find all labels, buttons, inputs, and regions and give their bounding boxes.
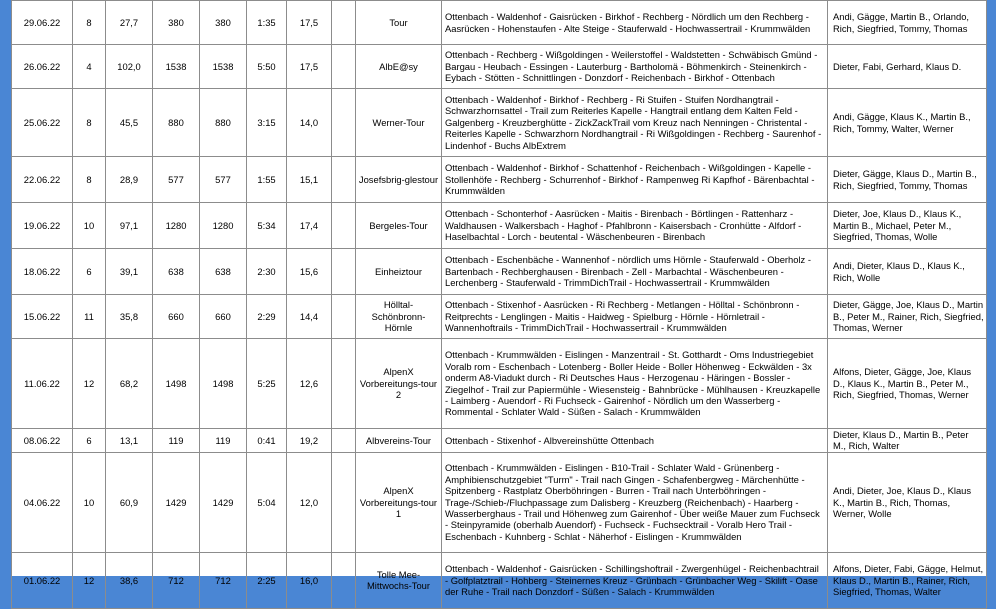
participants-names-cell: Dieter, Joe, Klaus D., Klaus K., Martin B., Michael, Peter M., Siegfried, Thomas, Wolle — [828, 203, 987, 249]
elevation-down-cell: 712 — [200, 552, 247, 608]
table-row — [12, 89, 987, 157]
elevation-down-cell: 1280 — [200, 203, 247, 249]
elevation-down-cell: 380 — [200, 1, 247, 45]
tour-name-cell: Einheiztour — [356, 249, 442, 295]
elevation-down-cell: 119 — [200, 429, 247, 453]
table-row — [12, 552, 987, 608]
date-cell: 26.06.22 — [12, 45, 73, 89]
participants-cell: 6 — [73, 249, 106, 295]
empty-cell — [332, 157, 356, 203]
tour-log-sheet — [11, 0, 986, 598]
elevation-up-cell: 380 — [153, 1, 200, 45]
table-row — [12, 295, 987, 339]
speed-cell: 17,5 — [287, 45, 332, 89]
elevation-down-cell: 577 — [200, 157, 247, 203]
participants-names-cell: Dieter, Fabi, Gerhard, Klaus D. — [828, 45, 987, 89]
empty-cell — [332, 452, 356, 552]
date-cell: 08.06.22 — [12, 429, 73, 453]
duration-cell: 5:34 — [247, 203, 287, 249]
tour-name-cell: Tour — [356, 1, 442, 45]
tour-name-cell: AlbE@sy — [356, 45, 442, 89]
elevation-up-cell: 1280 — [153, 203, 200, 249]
table-row — [12, 1, 987, 45]
table-row — [12, 249, 987, 295]
speed-cell: 17,5 — [287, 1, 332, 45]
participants-cell: 11 — [73, 295, 106, 339]
date-cell: 01.06.22 — [12, 552, 73, 608]
route-cell: Ottenbach - Krummwälden - Eislingen - Manzentrail - St. Gotthardt - Oms Industriegebiet Voralb rom - Eschenbach - Lotenberg - Boller Heide - Boller Höhenweg - Eckwälden - 3x onderm A8-Viadukt durch - Ri Deutsches Haus - Herzogenau - Häringen - Bossler - Ziegelhof - Trail zur Papiermühle - Wiesensteig - Bahnbrücke - Mühlhausen - Kreuzkapelle - Laimberg - Auendorf - Ri Fuchseck - Gairenhof - Nördlich um den Wasserberg - Rommental - Schlater Wald - Süßen - Salach - Krummwälden — [442, 339, 828, 429]
date-cell: 22.06.22 — [12, 157, 73, 203]
distance-cell: 45,5 — [106, 89, 153, 157]
date-cell: 04.06.22 — [12, 452, 73, 552]
elevation-down-cell: 660 — [200, 295, 247, 339]
elevation-up-cell: 577 — [153, 157, 200, 203]
participants-names-cell: Andi, Dieter, Klaus D., Klaus K., Rich, Wolle — [828, 249, 987, 295]
distance-cell: 28,9 — [106, 157, 153, 203]
speed-cell: 17,4 — [287, 203, 332, 249]
tour-name-cell: Werner-Tour — [356, 89, 442, 157]
participants-cell: 6 — [73, 429, 106, 453]
speed-cell: 19,2 — [287, 429, 332, 453]
speed-cell: 12,0 — [287, 452, 332, 552]
tour-name-cell: Albvereins-Tour — [356, 429, 442, 453]
speed-cell: 14,4 — [287, 295, 332, 339]
route-cell: Ottenbach - Waldenhof - Birkhof - Rechberg - Ri Stuifen - Stuifen Nordhangtrail - Schwarzhornsattel - Trail zum Reiterles Kapelle - Hangtrail entlang dem Kalten Feld - Galgenberg - Kreuzberghütte - ZickZackTrail vom Kreuz nach Nenningen - Christental - Reiterles Kapelle - Schwarzhorn Nordhangtrail - Ri Wißgoldingen - Rechberg - Saurenhof - Lindenhof - Buchs AlbExtrem — [442, 89, 828, 157]
empty-cell — [332, 295, 356, 339]
distance-cell: 39,1 — [106, 249, 153, 295]
date-cell: 19.06.22 — [12, 203, 73, 249]
distance-cell: 27,7 — [106, 1, 153, 45]
date-cell: 25.06.22 — [12, 89, 73, 157]
speed-cell: 14,0 — [287, 89, 332, 157]
distance-cell: 60,9 — [106, 452, 153, 552]
route-cell: Ottenbach - Waldenhof - Birkhof - Schattenhof - Reichenbach - Wißgoldingen - Kapelle - Stollenhöfe - Rechberg - Schurrenhof - Birkhof - Rampenweg Ri Kapfhof - Bärenbachtal - Krummwälden — [442, 157, 828, 203]
duration-cell: 0:41 — [247, 429, 287, 453]
date-cell: 18.06.22 — [12, 249, 73, 295]
participants-cell: 12 — [73, 339, 106, 429]
participants-names-cell: Andi, Gägge, Martin B., Orlando, Rich, Siegfried, Tommy, Thomas — [828, 1, 987, 45]
duration-cell: 5:25 — [247, 339, 287, 429]
route-cell: Ottenbach - Waldenhof - Gaisrücken - Birkhof - Rechberg - Nördlich um den Rechberg - Aasrücken - Hohenstaufen - Alte Steige - Stauferwald - Hochwassertrail - Krummwälden — [442, 1, 828, 45]
tour-name-cell: AlpenX Vorbereitungs-tour 2 — [356, 339, 442, 429]
route-cell: Ottenbach - Waldenhof - Gaisrücken - Schillingshoftrail - Zwergenhügel - Reichenbachtrail - Golfplatztrail - Hohberg - Steinernes Kreuz - Grünbach - Grünbacher Weg - Skilift - Oase der Ruhe - Trail nach Donzdorf - Süßen - Salach - Krummwälden — [442, 552, 828, 608]
empty-cell — [332, 89, 356, 157]
table-row — [12, 203, 987, 249]
elevation-up-cell: 712 — [153, 552, 200, 608]
empty-cell — [332, 1, 356, 45]
table-row — [12, 339, 987, 429]
participants-cell: 10 — [73, 203, 106, 249]
elevation-down-cell: 1498 — [200, 339, 247, 429]
empty-cell — [332, 339, 356, 429]
participants-cell: 4 — [73, 45, 106, 89]
route-cell: Ottenbach - Eschenbäche - Wannenhof - nördlich ums Hörnle - Stauferwald - Oberholz - Bartenbach - Rechberghausen - Birenbach - Zell - Marbachtal - Wäschenbeuren - Lerchenberg - Stauferwald - TrimmDichTrail - Hochwassertrail - Krummwälden — [442, 249, 828, 295]
tour-name-cell: AlpenX Vorbereitungs-tour 1 — [356, 452, 442, 552]
participants-cell: 10 — [73, 452, 106, 552]
elevation-up-cell: 1429 — [153, 452, 200, 552]
participants-cell: 8 — [73, 89, 106, 157]
elevation-down-cell: 638 — [200, 249, 247, 295]
elevation-up-cell: 1498 — [153, 339, 200, 429]
elevation-up-cell: 660 — [153, 295, 200, 339]
speed-cell: 15,6 — [287, 249, 332, 295]
route-cell: Ottenbach - Rechberg - Wißgoldingen - Weilerstoffel - Waldstetten - Schwäbisch Gmünd - Bargau - Heubach - Essingen - Lauterburg - Bartholomä - Böhmenkirch - Steinenkirch - Eybach - Stötten - Schnittlingen - Donzdorf - Reichenbach - Birkhof - Ottenbach — [442, 45, 828, 89]
distance-cell: 35,8 — [106, 295, 153, 339]
date-cell: 11.06.22 — [12, 339, 73, 429]
participants-cell: 8 — [73, 1, 106, 45]
elevation-up-cell: 638 — [153, 249, 200, 295]
distance-cell: 38,6 — [106, 552, 153, 608]
route-cell: Ottenbach - Schonterhof - Aasrücken - Maitis - Birenbach - Börtlingen - Rattenharz - Waldhausen - Walkersbach - Haghof - Pfahlbronn - Kaisersbach - Cronhütte - Alfdorf - Haselbachtal - Lorch - beutental - Wäschenbeuren - Birenbach — [442, 203, 828, 249]
duration-cell: 2:25 — [247, 552, 287, 608]
participants-names-cell: Andi, Dieter, Joe, Klaus D., Klaus K., Martin B., Rich, Thomas, Werner, Wolle — [828, 452, 987, 552]
empty-cell — [332, 203, 356, 249]
duration-cell: 1:55 — [247, 157, 287, 203]
date-cell: 15.06.22 — [12, 295, 73, 339]
elevation-up-cell: 119 — [153, 429, 200, 453]
route-cell: Ottenbach - Krummwälden - Eislingen - B10-Trail - Schlater Wald - Grünenberg - Amphibienschutzgebiet "Turm" - Trail nach Gingen - Schafenbergweg - Märchenhütte - Spitzenberg - Rastplatz Oberböhringen - Burren - Trail nach Unterböhringen - Trage-/Schieb-/Fluchpassage zum Dalisberg - Kreuzberg (Reichenbach) - Haarberg - Wasserberghaus - Trail und Höhenweg zum Gairenhof - Über weiße Mauer zum Fuchseck - Steinpyramide (oberhalb Auendorf) - Fuchseck - Fuchsecktrail - Voralb Hero Trail - Eschenbach - Kuhnberg - Schlat - Näherhof - Eislingen - Krummwälden — [442, 452, 828, 552]
tour-name-cell: Hölltal-Schönbronn-Hörnle — [356, 295, 442, 339]
route-cell: Ottenbach - Stixenhof - Albvereinshütte Ottenbach — [442, 429, 828, 453]
participants-names-cell: Alfons, Dieter, Fabi, Gägge, Helmut, Klaus D., Martin B., Rainer, Rich, Siegfried, Thomas, Walter — [828, 552, 987, 608]
tour-name-cell: Bergeles-Tour — [356, 203, 442, 249]
date-cell: 29.06.22 — [12, 1, 73, 45]
tour-table — [11, 0, 987, 609]
table-row — [12, 45, 987, 89]
speed-cell: 16,0 — [287, 552, 332, 608]
duration-cell: 2:30 — [247, 249, 287, 295]
empty-cell — [332, 45, 356, 89]
participants-names-cell: Dieter, Gägge, Klaus D., Martin B., Rich, Siegfried, Tommy, Thomas — [828, 157, 987, 203]
elevation-up-cell: 880 — [153, 89, 200, 157]
elevation-down-cell: 1538 — [200, 45, 247, 89]
empty-cell — [332, 249, 356, 295]
table-row — [12, 157, 987, 203]
elevation-up-cell: 1538 — [153, 45, 200, 89]
duration-cell: 1:35 — [247, 1, 287, 45]
participants-names-cell: Dieter, Klaus D., Martin B., Peter M., Rich, Walter — [828, 429, 987, 453]
participants-names-cell: Andi, Gägge, Klaus K., Martin B., Rich, Tommy, Walter, Werner — [828, 89, 987, 157]
distance-cell: 13,1 — [106, 429, 153, 453]
table-row — [12, 429, 987, 453]
distance-cell: 97,1 — [106, 203, 153, 249]
table-row — [12, 452, 987, 552]
distance-cell: 68,2 — [106, 339, 153, 429]
route-cell: Ottenbach - Stixenhof - Aasrücken - Ri Rechberg - Metlangen - Hölltal - Schönbronn - Reitprechts - Lenglingen - Maitis - Haidweg - Spielburg - Hörnle - Hörnletrail - Wannenhoftrails - TrimmDichTrail - Hochwassertrail - Krummwälden — [442, 295, 828, 339]
speed-cell: 15,1 — [287, 157, 332, 203]
duration-cell: 5:04 — [247, 452, 287, 552]
tour-name-cell: Josefsbrig-glestour — [356, 157, 442, 203]
participants-cell: 8 — [73, 157, 106, 203]
participants-names-cell: Dieter, Gägge, Joe, Klaus D., Martin B., Peter M., Rainer, Rich, Siegfried, Thomas, Werner — [828, 295, 987, 339]
speed-cell: 12,6 — [287, 339, 332, 429]
elevation-down-cell: 880 — [200, 89, 247, 157]
distance-cell: 102,0 — [106, 45, 153, 89]
duration-cell: 5:50 — [247, 45, 287, 89]
participants-names-cell: Alfons, Dieter, Gägge, Joe, Klaus D., Klaus K., Martin B., Peter M., Rich, Siegfried, Thomas, Werner — [828, 339, 987, 429]
elevation-down-cell: 1429 — [200, 452, 247, 552]
empty-cell — [332, 429, 356, 453]
duration-cell: 2:29 — [247, 295, 287, 339]
participants-cell: 12 — [73, 552, 106, 608]
empty-cell — [332, 552, 356, 608]
tour-name-cell: Tolle Mee-Mittwochs-Tour — [356, 552, 442, 608]
duration-cell: 3:15 — [247, 89, 287, 157]
